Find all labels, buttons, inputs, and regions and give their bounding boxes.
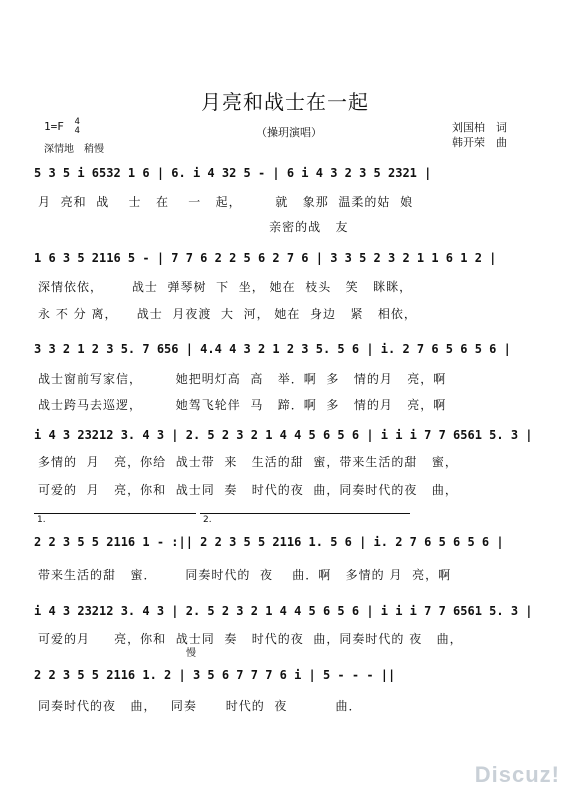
watermark-logo: Discuz! <box>474 762 560 787</box>
time-signature-bottom: 4 <box>74 126 80 136</box>
key-signature <box>44 118 80 136</box>
key-label: 1=F <box>44 120 64 133</box>
notation-line-4: i 4 3 23212 3. 4 3 | 2. 5 2 3 2 1 4 4 5 6 5 6 | i i i 7 7 6561 5. 3 | <box>34 428 533 442</box>
time-signature <box>75 118 80 136</box>
lyrics-line-7a: 同奏时代的夜 曲， 同奏 时代的 夜 曲． <box>38 699 362 713</box>
notation-line-5: 2 2 3 5 5 2116 1 - :|| 2 2 3 5 5 2116 1. 5 6 | i. 2 7 6 5 6 5 6 | <box>34 535 504 549</box>
volta-bracket-2 <box>200 513 410 514</box>
tempo-marking: 深情地 稍慢 <box>44 144 104 155</box>
performance-note: （操玥演唱） <box>256 126 322 139</box>
lyrics-line-4a: 多情的 月 亮，你给 战士带 来 生活的甜 蜜，带来生活的甜 蜜， <box>38 455 458 469</box>
notation-line-7: 2 2 3 5 5 2116 1. 2 | 3 5 6 7 7 7 6 i | 5 - - - || <box>34 668 396 682</box>
lyrics-line-1a: 月 亮和 战 士 在 一 起， 就 象那 温柔的姑 娘 <box>38 195 414 209</box>
lyrics-line-3b: 战士跨马去巡逻， 她驾飞轮伴 马 蹄．啊 多 情的月 亮，啊 <box>38 398 447 412</box>
lyrics-line-5a: 带来生活的甜 蜜． 同奏时代的 夜 曲．啊 多情的 月 亮，啊 <box>38 568 452 582</box>
notation-line-6: i 4 3 23212 3. 4 3 | 2. 5 2 3 2 1 4 4 5 6 5 6 | i i i 7 7 6561 5. 3 | <box>34 604 533 618</box>
page-title: 月亮和战士在一起 <box>201 90 369 114</box>
lyrics-line-2a: 深情依依， 战士 弹琴树 下 坐， 她在 枝头 笑 眯眯， <box>38 280 413 294</box>
volta-label-2: 2. <box>203 515 212 525</box>
notation-line-3: 3 3 2 1 2 3 5. 7 656 | 4.4 4 3 2 1 2 3 5. 5 6 | i. 2 7 6 5 6 5 6 | <box>34 342 511 356</box>
slow-marking: 慢 <box>186 648 196 659</box>
composer-credit: 韩开荣 曲 <box>452 136 507 149</box>
notation-line-1: 5 3 5 i 6532 1 6 | 6. i 4 32 5 - | 6 i 4 3 2 3 5 2321 | <box>34 166 432 180</box>
lyrics-line-3a: 战士窗前写家信， 她把明灯高 高 举．啊 多 情的月 亮，啊 <box>38 372 447 386</box>
lyrics-line-1b: 亲密的战 友 <box>38 220 349 234</box>
time-signature-top: 4 <box>74 117 80 127</box>
credits <box>452 120 507 150</box>
volta-bracket-1 <box>34 513 196 514</box>
volta-label-1: 1. <box>37 515 46 525</box>
notation-line-2: 1 6 3 5 2116 5 - | 7 7 6 2 2 5 6 2 7 6 | 3 3 5 2 3 2 1 1 6 1 2 | <box>34 251 497 265</box>
lyrics-line-6a: 可爱的月 亮，你和 战士同 奏 时代的夜 曲，同奏时代的 夜 曲， <box>38 632 463 646</box>
lyrics-line-4b: 可爱的 月 亮，你和 战士同 奏 时代的夜 曲，同奏时代的夜 曲， <box>38 483 458 497</box>
lyrics-line-2b: 永 不 分 离， 战士 月夜渡 大 河， 她在 身边 紧 相依， <box>38 307 417 321</box>
lyricist-credit: 刘国柏 词 <box>452 121 507 134</box>
